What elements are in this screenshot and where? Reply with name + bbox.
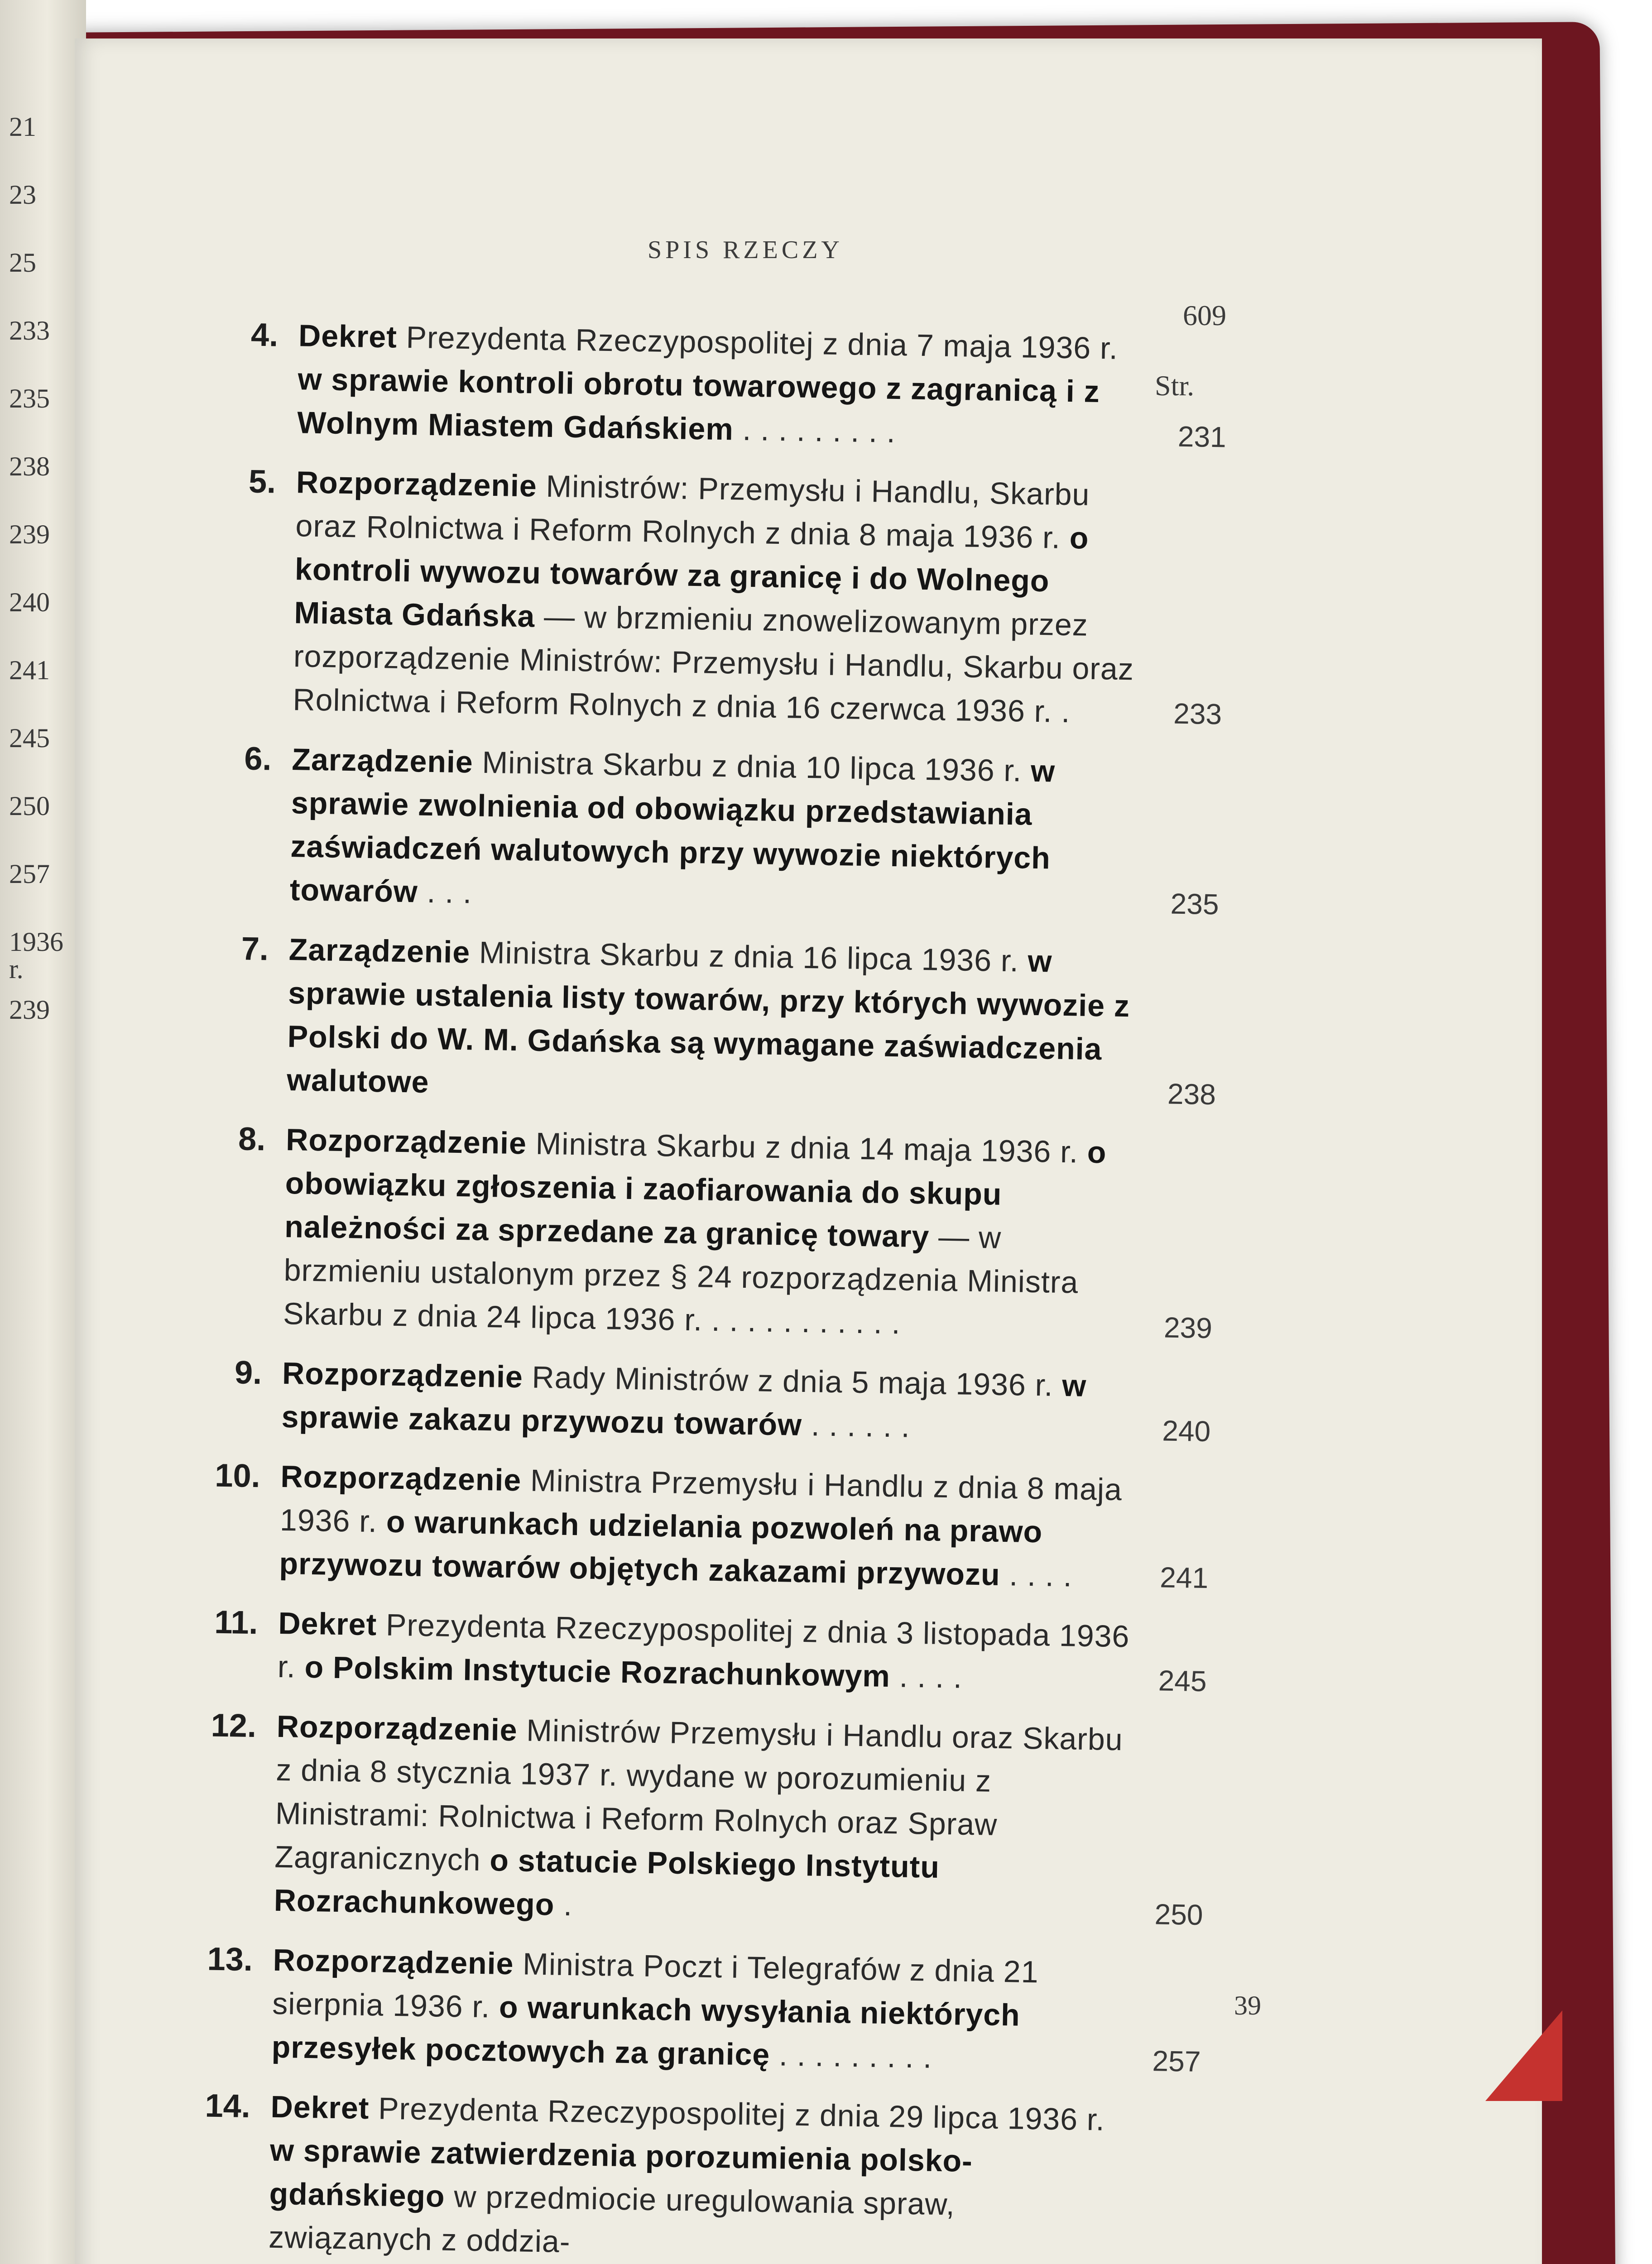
signature-number: 39 xyxy=(1234,1991,1261,2020)
entry-page: 233 xyxy=(1173,697,1222,731)
entry-bold-text: o statucie Polskiego Instytutu Rozrachunkowego xyxy=(274,1843,940,1922)
entry-text xyxy=(268,2085,1122,2264)
entry-number: 9. xyxy=(234,1354,262,1391)
entry-number: 6. xyxy=(244,740,272,777)
entry-plain-text: Rady Ministrów z dnia 5 maja 1936 r. xyxy=(523,1360,1062,1403)
entry-plain-text: Ministra Skarbu z dnia 10 lipca 1936 r. xyxy=(473,745,1031,788)
entry-text xyxy=(297,314,1150,457)
left-page-number: 245 xyxy=(9,723,50,753)
entry-plain-text: Ministra Skarbu z dnia 14 maja 1936 r. xyxy=(526,1126,1088,1170)
entry-number: 7. xyxy=(241,931,269,968)
entry-number: 8. xyxy=(238,1121,266,1158)
entry-bold-text: Rozporządzenie xyxy=(273,1943,514,1981)
toc-entry xyxy=(181,1703,1234,1937)
entry-text xyxy=(293,460,1148,734)
toc-entry xyxy=(204,312,1256,459)
entry-bold-text: w sprawie zatwierdzenia porozumienia polsko-gdańskiego xyxy=(269,2133,973,2214)
entry-bold-text: Zarządzenie xyxy=(291,742,474,780)
entry-bold-text: o warunkach wysyłania niektórych przesyłek pocztowych za granicę xyxy=(271,1990,1021,2072)
entry-number: 14. xyxy=(205,2087,251,2125)
entry-bold-text: Rozporządzenie xyxy=(282,1356,523,1395)
entry-page: 235 xyxy=(1170,887,1220,921)
entry-bold-text: w sprawie zwolnienia od obowiązku przedstawiania zaświadczeń walutowych przy wywozie niektórych towarów xyxy=(289,753,1056,909)
entry-plain-text: Ministrów Przemysłu i Handlu oraz Skarbu z dnia 8 stycznia 1937 r. wydane w porozumieniu z Ministrami: Rolnictwa i Reform Rolnych oraz Spraw Zagranicznych xyxy=(274,1713,1124,1878)
entry-plain-text: w przedmiocie uregulowania spraw, związanych z oddzia- xyxy=(268,2179,956,2259)
entry-bold-text: w sprawie kontroli obrotu towarowego z zagranicą i z Wolnym Miastem Gdańskiem xyxy=(297,362,1100,447)
entry-number: 11. xyxy=(214,1604,259,1641)
toc-entry xyxy=(178,1937,1231,2084)
entry-plain-text: Ministra Przemysłu i Handlu z dnia 8 maja 1936 r. xyxy=(279,1463,1123,1539)
entry-plain-text: Ministrów: Przemysłu i Handlu, Skarbu oraz Rolnictwa i Reform Rolnych z dnia 8 maja 1936 r. xyxy=(295,469,1090,556)
running-header: SPIS RZECZY xyxy=(648,236,843,264)
entry-plain-text: Prezydenta Rzeczypospolitej z dnia 29 lipca 1936 r. xyxy=(369,2091,1105,2137)
entry-text xyxy=(289,738,1143,925)
entry-bold-text: o warunkach udzielania pozwoleń na prawo przywozu towarów objętych zakazami przywozu xyxy=(279,1504,1043,1592)
left-page-number: 250 xyxy=(9,791,50,821)
left-page-number: 23 xyxy=(9,180,36,210)
entry-plain-text: . . . . . . xyxy=(802,1407,911,1444)
entry-bold-text: Rozporządzenie xyxy=(285,1122,527,1161)
entry-plain-text: Ministra Skarbu z dnia 16 lipca 1936 r. xyxy=(470,935,1028,979)
toc-entry xyxy=(194,926,1247,1117)
entry-plain-text: . . . . xyxy=(1000,1557,1073,1593)
entry-page: 239 xyxy=(1163,1311,1213,1345)
entry-plain-text: — w brzmieniu ustalonym przez § 24 rozporządzenia Ministra Skarbu z dnia 24 lipca 1936 r. . . . . . . . . . . . xyxy=(283,1219,1079,1341)
entry-plain-text: — w brzmieniu znowelizowanym przez rozporządzenie Ministrów: Przemysłu i Handlu, Skarbu oraz Rolnictwa i Reform Rolnych z dnia 16 czerwca 1936 r. . xyxy=(292,599,1134,729)
entry-page: 257 xyxy=(1152,2044,1201,2078)
toc-entry xyxy=(184,1600,1236,1703)
table-of-contents xyxy=(175,312,1257,2264)
toc-entry xyxy=(200,459,1254,736)
entry-text xyxy=(281,1352,1134,1452)
entry-plain-text: . xyxy=(554,1887,573,1923)
entry-number: 10. xyxy=(214,1457,261,1495)
toc-entry xyxy=(176,2084,1229,2264)
entry-page: 241 xyxy=(1159,1561,1209,1595)
entry-plain-text: . . . xyxy=(418,874,472,910)
page-number: 609 xyxy=(1183,299,1226,331)
entry-plain-text: . . . . . . . . . xyxy=(733,412,896,449)
toc-entry xyxy=(188,1350,1240,1453)
left-page-number: 238 xyxy=(9,451,50,481)
left-page-numbers xyxy=(9,113,77,1064)
entry-plain-text: Prezydenta Rzeczypospolitej z dnia 7 maja 1936 r. xyxy=(397,320,1119,366)
entry-number: 5. xyxy=(248,463,276,500)
entry-bold-text: Dekret xyxy=(298,318,398,355)
entry-number: 4. xyxy=(250,317,279,354)
entry-text xyxy=(271,1938,1124,2082)
left-page-number: 257 xyxy=(9,859,50,889)
entry-text xyxy=(277,1602,1130,1702)
left-page-number: 239 xyxy=(9,519,50,549)
left-page-number: 233 xyxy=(9,316,50,345)
entry-bold-text: w sprawie zakazu przywozu towarów xyxy=(281,1368,1087,1442)
entry-page: 240 xyxy=(1162,1414,1211,1448)
entry-bold-text: Dekret xyxy=(270,2089,370,2126)
entry-page: 245 xyxy=(1158,1664,1207,1698)
left-page-number: 240 xyxy=(9,587,50,617)
entry-plain-text: . . . . . . . . . xyxy=(769,2038,932,2075)
entry-bold-text: o obowiązku zgłoszenia i zaofiarowania do skupu należności za sprzedane za granicę towary xyxy=(284,1135,1107,1254)
entry-bold-text: Rozporządzenie xyxy=(296,465,538,504)
toc-entry xyxy=(197,736,1250,926)
entry-number: 12. xyxy=(211,1707,257,1745)
entry-text xyxy=(274,1705,1128,1935)
entry-plain-text: Prezydenta Rzeczypospolitej z dnia 3 listopada 1936 r. xyxy=(277,1607,1130,1684)
entry-page: 238 xyxy=(1167,1077,1216,1111)
toc-entry xyxy=(190,1117,1244,1350)
entry-text xyxy=(287,928,1141,1115)
entry-bold-text: Dekret xyxy=(278,1606,377,1642)
entry-bold-text: Rozporządzenie xyxy=(280,1459,522,1498)
toc-entry xyxy=(186,1453,1239,1600)
left-page-number: 239 xyxy=(9,995,50,1025)
entry-bold-text: Zarządzenie xyxy=(288,932,471,970)
left-page-edge xyxy=(0,0,86,2264)
entry-bold-text: o kontroli wywozu towarów za granicę i do Wolnego Miasta Gdańska xyxy=(294,521,1089,634)
left-page-number: 235 xyxy=(9,384,50,413)
left-page-number: 241 xyxy=(9,655,50,685)
entry-plain-text: Ministra Poczt i Telegrafów z dnia 21 sierpnia 1936 r. xyxy=(272,1947,1039,2024)
page-column-label: Str. xyxy=(1155,369,1195,402)
left-page-number: 21 xyxy=(9,112,36,142)
entry-number: 13. xyxy=(207,1941,253,1978)
left-page-number: 25 xyxy=(9,248,36,278)
entry-bold-text: Rozporządzenie xyxy=(276,1709,518,1748)
left-page-number: 1936 r. xyxy=(9,927,63,984)
entry-bold-text: w sprawie ustalenia listy towarów, przy których wywozie z Polski do W. M. Gdańska są wymagane zaświadczenia walutowe xyxy=(286,944,1130,1099)
entry-bold-text: o Polskim Instytucie Rozrachunkowym xyxy=(304,1650,891,1694)
entry-plain-text: . . . . xyxy=(890,1659,963,1695)
entry-page: 250 xyxy=(1154,1898,1204,1932)
entry-page: 231 xyxy=(1177,420,1227,454)
entry-text xyxy=(283,1118,1138,1348)
entry-text xyxy=(279,1455,1132,1598)
